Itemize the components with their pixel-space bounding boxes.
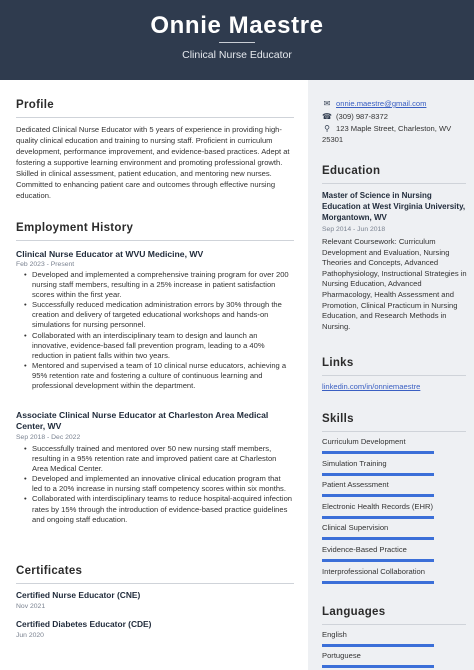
skills-divider xyxy=(322,431,466,432)
education-degree: Master of Science in Nursing Education at West Virginia University, Morgantown, WV xyxy=(322,191,466,222)
resume-header xyxy=(0,0,474,80)
job-title-2: Associate Clinical Nurse Educator at Charleston Area Medical Center, WV xyxy=(16,410,269,431)
list-item: • Collaborated with interdisciplinary teams to reduce hospital-acquired infection rates by 15% through the introduction of evidence-based practice guidelines and ongoing staff education. xyxy=(22,494,292,524)
profile-divider xyxy=(16,117,294,118)
languages-divider xyxy=(322,624,466,625)
list-item: • Mentored and supervised a team of 10 clinical nurse educators, achieving a 95% retention rate and fostering a culture of continuous learning and professional development within the department. xyxy=(22,361,292,391)
certificate-name-1: Certified Nurse Educator (CNE) xyxy=(16,590,141,600)
candidate-name: Onnie Maestre xyxy=(150,12,324,39)
contact-address-row xyxy=(322,123,468,145)
education-divider xyxy=(322,183,466,184)
list-item: • Collaborated with an interdisciplinary team to design and launch an innovative, evidence-based fall prevention program, leading to a 40% reduction in patient falls within two years. xyxy=(22,331,292,361)
skill-name: Electronic Health Records (EHR) xyxy=(322,502,433,511)
skill-item xyxy=(322,522,434,540)
certificate-date-2: Jun 2020 xyxy=(16,632,44,639)
skill-level-fill xyxy=(322,559,434,562)
languages-heading: Languages xyxy=(322,606,386,618)
skill-level-fill xyxy=(322,581,434,584)
certificates-heading: Certificates xyxy=(16,565,83,577)
skill-name: Clinical Supervision xyxy=(322,523,389,532)
language-level-bar xyxy=(322,665,434,668)
skill-level-bar xyxy=(322,581,434,584)
language-name: English xyxy=(322,630,347,639)
mail-icon: ✉ xyxy=(323,99,331,108)
language-level-fill xyxy=(322,665,434,668)
list-item: • Developed and implemented a comprehensive training program for over 200 nursing staff members, resulting in a 25% increase in patient satisfaction scores within the first year. xyxy=(22,270,292,300)
certificate-name-2: Certified Diabetes Educator (CDE) xyxy=(16,619,152,629)
employment-heading: Employment History xyxy=(16,222,134,234)
education-heading: Education xyxy=(322,165,381,177)
certificate-date-1: Nov 2021 xyxy=(16,603,46,610)
language-level-bar xyxy=(322,644,434,647)
skill-level-bar xyxy=(322,473,434,476)
skill-name: Patient Assessment xyxy=(322,480,389,489)
skill-name: Curriculum Development xyxy=(322,437,406,446)
profile-heading: Profile xyxy=(16,99,54,111)
links-heading: Links xyxy=(322,357,354,369)
list-item: • Successfully reduced medication administration errors by 30% through the creation and delivery of targeted educational workshops and hands-on simulations for nursing personnel. xyxy=(22,300,292,330)
skill-level-fill xyxy=(322,537,434,540)
language-name: Portuguese xyxy=(322,651,361,660)
skills-heading: Skills xyxy=(322,413,354,425)
job-dates-1: Feb 2023 - Present xyxy=(16,261,75,268)
skill-item xyxy=(322,501,434,519)
list-item: • Successfully trained and mentored over 50 new nursing staff members, resulting in a 95% retention rate and improved patient care at Charleston Area Medical Center. xyxy=(22,444,292,474)
skill-item xyxy=(322,436,434,454)
skill-level-fill xyxy=(322,473,434,476)
skill-name: Interprofessional Collaboration xyxy=(322,567,425,576)
job-bullets-2 xyxy=(22,444,292,525)
skill-level-bar xyxy=(322,494,434,497)
skill-level-bar xyxy=(322,451,434,454)
skill-name: Evidence-Based Practice xyxy=(322,545,407,554)
skill-level-bar xyxy=(322,537,434,540)
linkedin-link[interactable]: linkedin.com/in/onniemaestre xyxy=(322,382,421,391)
skill-item xyxy=(322,544,434,562)
skill-item xyxy=(322,479,434,497)
skill-level-fill xyxy=(322,516,434,519)
list-item: • Developed and implemented an innovative clinical education program that led to a 20% increase in nursing staff competency scores within six months. xyxy=(22,474,292,494)
certificates-divider xyxy=(16,583,294,584)
language-item xyxy=(322,650,434,668)
language-item xyxy=(322,629,434,647)
job-bullets-1 xyxy=(22,270,292,391)
skill-level-fill xyxy=(322,451,434,454)
phone-icon: ☎ xyxy=(322,112,332,121)
link-list xyxy=(322,382,468,393)
education-coursework: Relevant Coursework: Curriculum Development and Evaluation, Nursing Theories and Concepts, Advanced Pathophysiology, Instructional Strategies in Nursing Education, Advanced Pharmacology, Health Assessment and Promotion, Clinical Practicum in Nursing Education, and Research Methods in Nursing. xyxy=(322,237,467,331)
contact-phone-row xyxy=(322,111,388,122)
location-pin-icon: ⚲ xyxy=(324,124,330,133)
skill-level-fill xyxy=(322,494,434,497)
header-divider xyxy=(219,42,255,43)
skill-level-bar xyxy=(322,559,434,562)
contact-email-row xyxy=(322,98,426,109)
employment-divider xyxy=(16,240,294,241)
job-title-1: Clinical Nurse Educator at WVU Medicine, WV xyxy=(16,249,204,259)
skill-item xyxy=(322,458,434,476)
skill-item xyxy=(322,566,434,584)
language-level-fill xyxy=(322,644,434,647)
phone-text: (309) 987-8372 xyxy=(336,112,388,121)
education-dates: Sep 2014 - Jun 2018 xyxy=(322,226,386,233)
skill-name: Simulation Training xyxy=(322,459,387,468)
job-dates-2: Sep 2018 - Dec 2022 xyxy=(16,434,81,441)
email-link[interactable]: onnie.maestre@gmail.com xyxy=(336,99,427,108)
candidate-title: Clinical Nurse Educator xyxy=(182,49,292,61)
links-divider xyxy=(322,375,466,376)
profile-text: Dedicated Clinical Nurse Educator with 5 years of experience in providing high-quality clinical education and training to nursing staff. Proficient in curriculum development, performance improvement, and evidence-based practices. Adept at fostering a supportive learning environment and promoting professional growth. Skilled in clinical assessment, patient education, and mentoring new nurses. Committed to enhancing patient care and outcomes through effective nursing education. xyxy=(16,125,290,200)
address-text: 123 Maple Street, Charleston, WV 25301 xyxy=(322,124,452,144)
skill-level-bar xyxy=(322,516,434,519)
